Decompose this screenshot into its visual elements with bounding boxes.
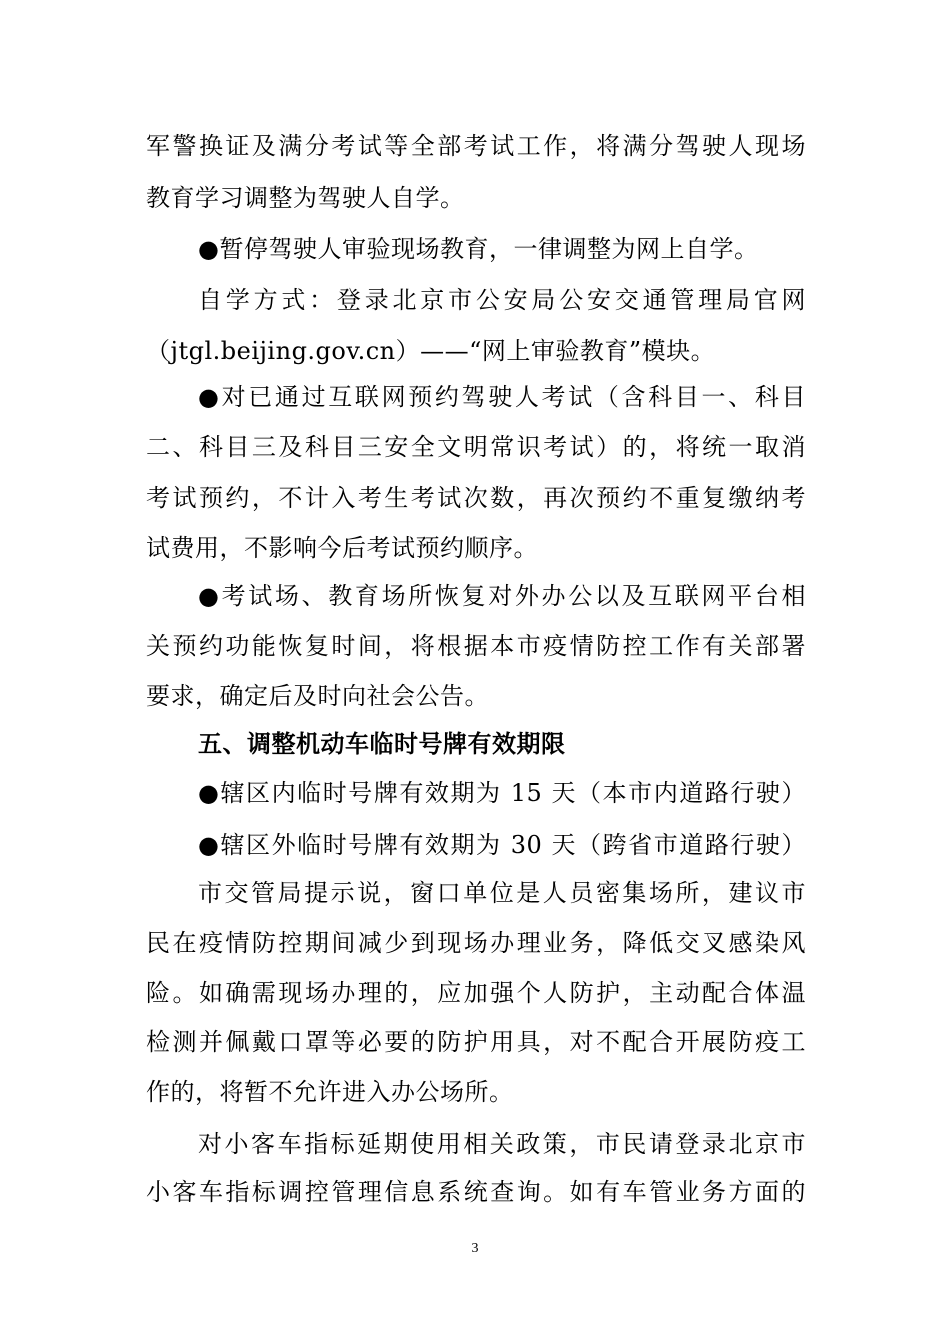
bullet-item: ●考试场、教育场所恢复对外办公以及互联网平台相 [198, 582, 806, 610]
bullet-item: ●辖区内临时号牌有效期为 15 天（本市内道路行驶） [198, 779, 806, 807]
bullet-item: ●辖区外临时号牌有效期为 30 天（跨省市道路行驶） [198, 831, 806, 859]
body-text-line: （jtgl.beijing.gov.cn）——“网上审验教育”模块。 [146, 337, 716, 365]
body-text-line: 考试预约，不计入考生考试次数，再次预约不重复缴纳考 [146, 484, 806, 512]
body-text-line: 要求，确定后及时向社会公告。 [146, 682, 489, 710]
body-text-line: 自学方式：登录北京市公安局公安交通管理局官网 [198, 286, 806, 314]
body-text-line: 险。如确需现场办理的，应加强个人防护，主动配合体温 [146, 979, 806, 1007]
body-text-line: 作的，将暂不允许进入办公场所。 [146, 1078, 514, 1106]
body-text-line: 市交管局提示说，窗口单位是人员密集场所，建议市 [198, 879, 806, 907]
section-heading: 五、调整机动车临时号牌有效期限 [198, 730, 566, 758]
body-text-line: 小客车指标调控管理信息系统查询。如有车管业务方面的 [146, 1178, 806, 1206]
body-text-line: 民在疫情防控期间减少到现场办理业务，降低交叉感染风 [146, 929, 806, 957]
body-text-line: 试费用，不影响今后考试预约顺序。 [146, 534, 538, 562]
body-text-line: 关预约功能恢复时间，将根据本市疫情防控工作有关部署 [146, 632, 806, 660]
bullet-item: ●暂停驾驶人审验现场教育，一律调整为网上自学。 [198, 235, 759, 263]
body-text-line: 军警换证及满分考试等全部考试工作，将满分驾驶人现场 [146, 132, 806, 160]
bullet-item: ●对已通过互联网预约驾驶人考试（含科目一、科目 [198, 383, 806, 411]
page-number: 3 [471, 1241, 479, 1256]
body-text-line: 二、科目三及科目三安全文明常识考试）的，将统一取消 [146, 433, 806, 461]
body-text-line: 对小客车指标延期使用相关政策，市民请登录北京市 [198, 1130, 806, 1158]
body-text-line: 检测并佩戴口罩等必要的防护用具，对不配合开展防疫工 [146, 1028, 806, 1056]
body-text-line: 教育学习调整为驾驶人自学。 [146, 184, 465, 212]
